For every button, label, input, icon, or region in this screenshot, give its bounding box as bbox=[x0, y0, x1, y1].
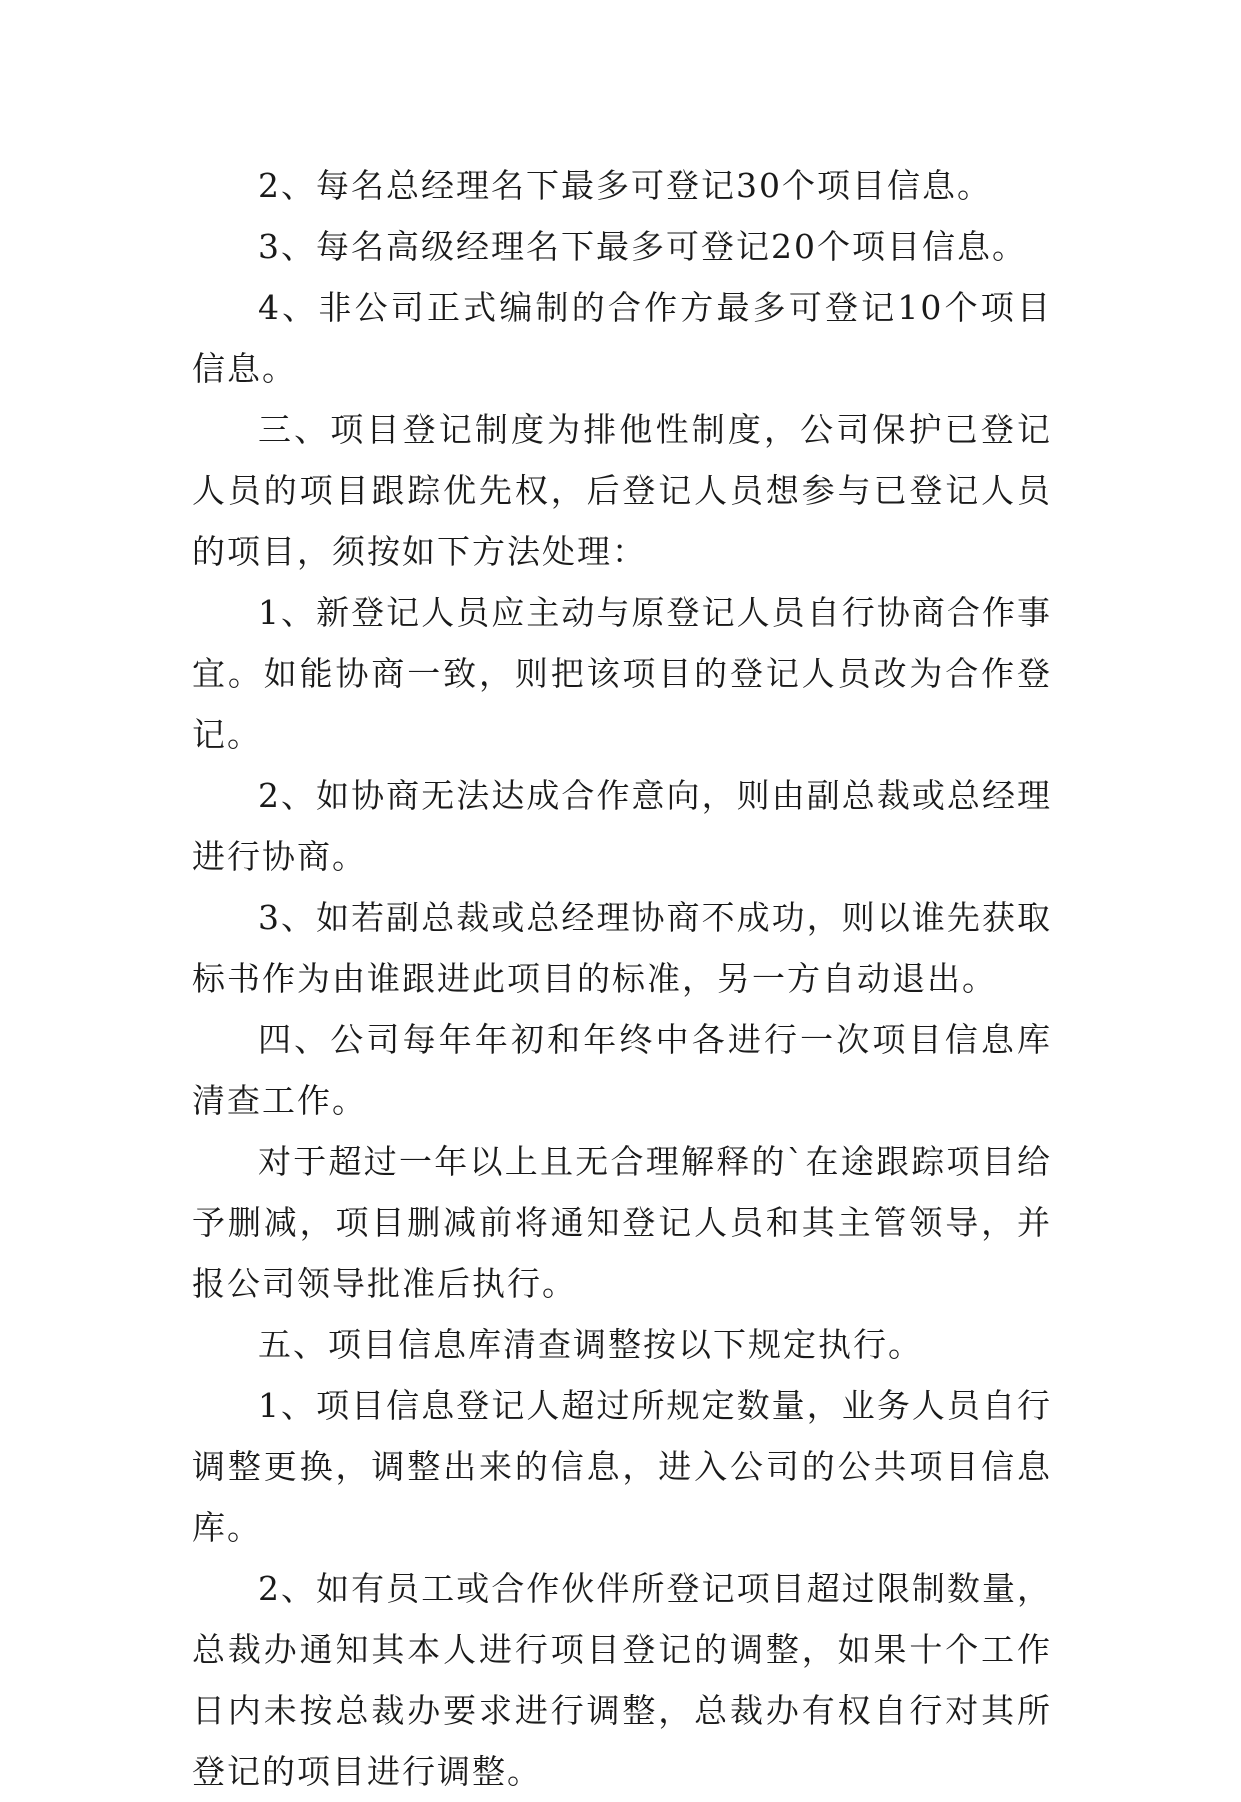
paragraph: 2、如有员工或合作伙伴所登记项目超过限制数量，总裁办通知其本人进行项目登记的调整，如果十个工作日内未按总裁办要求进行调整，总裁办有权自行对其所登记的项目进行调整。 bbox=[192, 1569, 1052, 1791]
paragraph: 2、如协商无法达成合作意向，则由副总裁或总经理进行协商。 bbox=[192, 776, 1052, 876]
paragraph: 3、每名高级经理名下最多可登记20个项目信息。 bbox=[258, 227, 1027, 266]
paragraph: 三、项目登记制度为排他性制度，公司保护已登记人员的项目跟踪优先权，后登记人员想参与已登记人员的项目，须按如下方法处理： bbox=[192, 410, 1052, 571]
paragraph: 3、如若副总裁或总经理协商不成功，则以谁先获取标书作为由谁跟进此项目的标准，另一方自动退出。 bbox=[192, 898, 1052, 998]
paragraph: 1、新登记人员应主动与原登记人员自行协商合作事宜。如能协商一致，则把该项目的登记人员改为合作登记。 bbox=[192, 593, 1052, 754]
paragraph: 对于超过一年以上且无合理解释的`在途跟踪项目给予删减，项目删减前将通知登记人员和其主管领导，并报公司领导批准后执行。 bbox=[192, 1142, 1052, 1303]
paragraph: 4、非公司正式编制的合作方最多可登记10个项目信息。 bbox=[192, 288, 1052, 388]
paragraph: 四、公司每年年初和年终中各进行一次项目信息库清查工作。 bbox=[192, 1020, 1052, 1120]
paragraph: 五、项目信息库清查调整按以下规定执行。 bbox=[258, 1325, 923, 1364]
paragraph: 1、项目信息登记人超过所规定数量，业务人员自行调整更换，调整出来的信息，进入公司的公共项目信息库。 bbox=[192, 1386, 1052, 1547]
paragraph: 2、每名总经理名下最多可登记30个项目信息。 bbox=[258, 166, 992, 205]
document-body bbox=[192, 155, 1052, 1802]
